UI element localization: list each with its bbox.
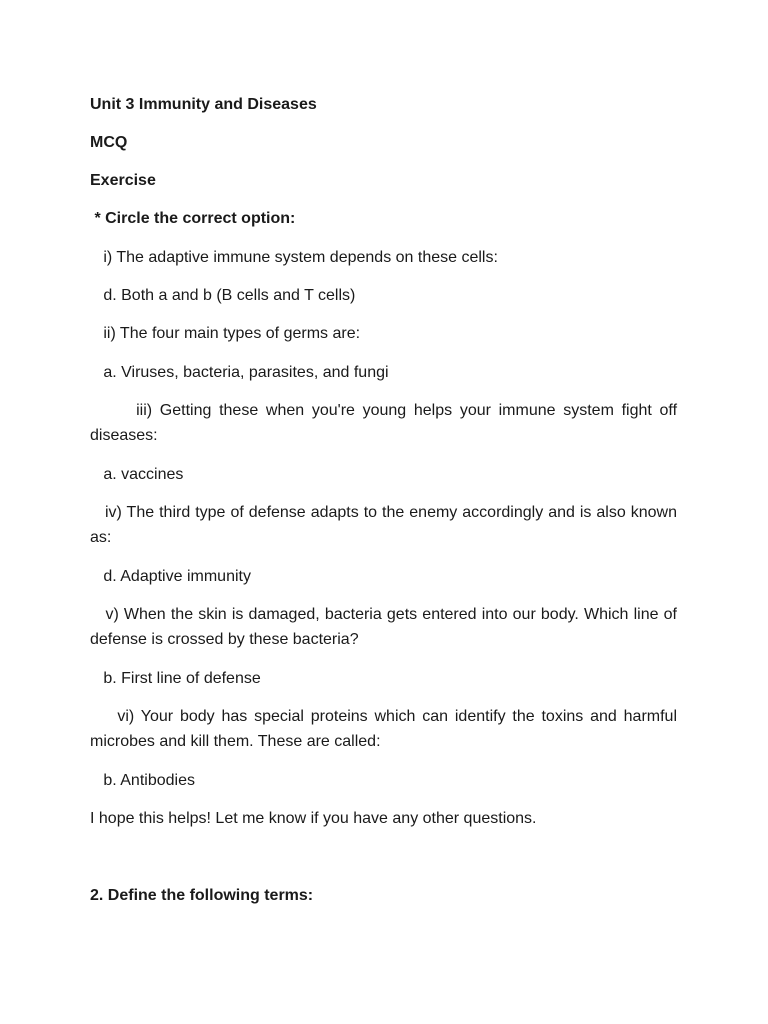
exercise-heading: Exercise [90, 172, 156, 189]
answer-6: b. Antibodies [90, 772, 195, 789]
document-title: Unit 3 Immunity and Diseases [90, 96, 317, 113]
answer-1: d. Both a and b (B cells and T cells) [90, 287, 356, 304]
mcq-heading: MCQ [90, 134, 128, 151]
question-2: ii) The four main types of germs are: [90, 325, 361, 342]
section-2-heading: 2. Define the following terms: [90, 887, 314, 904]
answer-3: a. vaccines [90, 466, 184, 483]
closing-text: I hope this helps! Let me know if you have any other questions. [90, 810, 537, 827]
answer-5: b. First line of defense [90, 670, 261, 687]
instruction-text: * Circle the correct option: [90, 210, 296, 227]
question-1: i) The adaptive immune system depends on these cells: [90, 249, 498, 266]
question-5: v) When the skin is damaged, bacteria gets entered into our body. Which line of defense is crossed by these bacteria? [90, 606, 682, 648]
answer-2: a. Viruses, bacteria, parasites, and fungi [90, 364, 389, 381]
question-4: iv) The third type of defense adapts to the enemy accordingly and is also known as: [90, 504, 682, 546]
answer-4: d. Adaptive immunity [90, 568, 251, 585]
question-3: iii) Getting these when you're young helps your immune system fight off diseases: [90, 402, 682, 444]
question-6: vi) Your body has special proteins which can identify the toxins and harmful microbes and kill them. These are called: [90, 708, 682, 750]
